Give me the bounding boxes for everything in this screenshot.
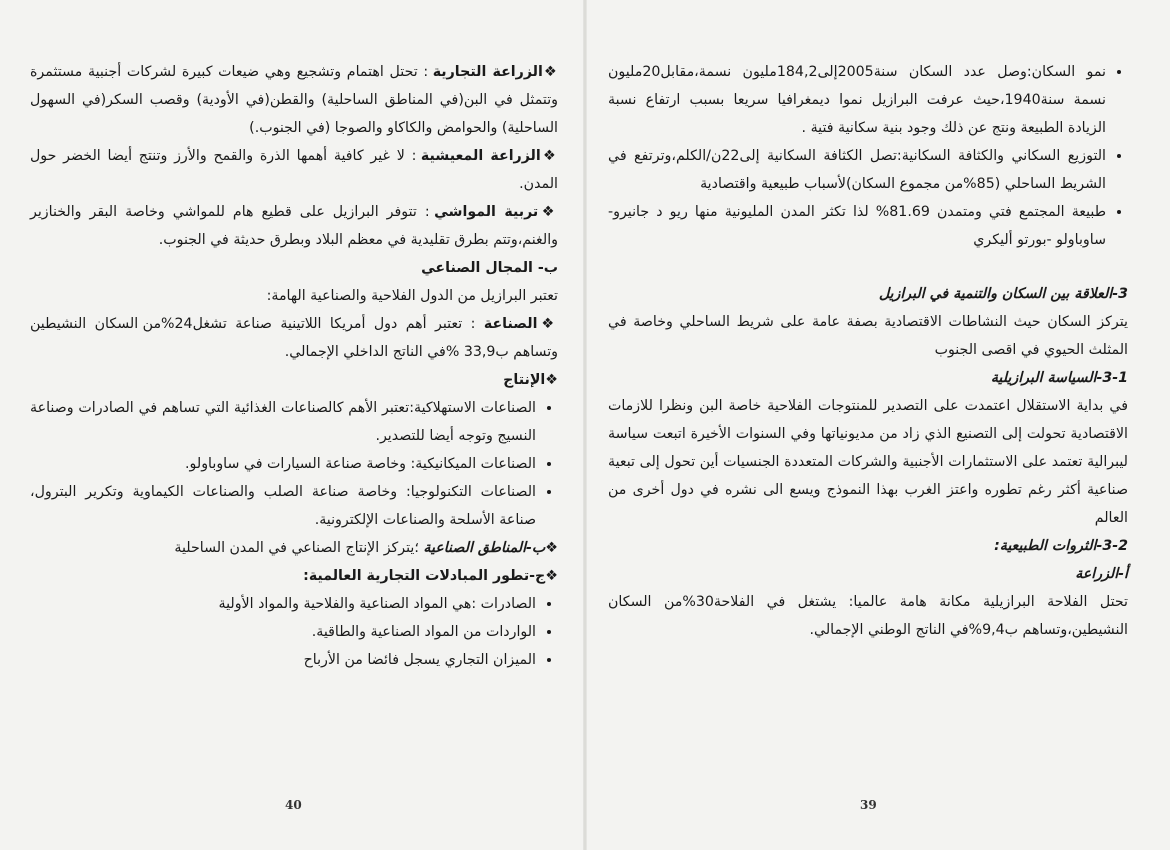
heading-subsistence-agriculture: ❖الزراعة المعيشية: [420, 148, 558, 164]
page-39: [608, 58, 1128, 644]
heading-production: ❖الإنتاج: [503, 372, 558, 388]
heading-population-development: 3-العلاقة بين السكان والتنمية في البرازيل: [878, 286, 1128, 302]
list-item: • الصناعات التكنولوجيا: وخاصة صناعة الصلب والصناعات الكيماوية وتكرير البترول، صناعة الأسلحة والصناعات الإلكترونية.: [30, 478, 536, 534]
paragraph-industrial-zones: ❖ب-المناطق الصناعية ؛يتركز الإنتاج الصناعي في المدن الساحلية: [174, 540, 558, 556]
production-list: [30, 394, 558, 534]
list-item: • الصناعات الاستهلاكية:تعتبر الأهم كالصناعات الغذائية التي تساهم في الصادرات وصناعة النسيج وتوجه أيضا للتصدير.: [30, 394, 536, 450]
page-number-39: 39: [860, 798, 877, 812]
list-item: • الميزان التجاري يسجل فائضا من الأرباح: [30, 646, 536, 674]
paragraph-livestock: ❖تربية المواشي : تتوفر البرازيل على قطيع هام للمواشي وخاصة البقر والخنازير والغنم،وتتم بطرق تقليدية في معظم البلاد وبطرق حديثة في الجنوب.: [30, 204, 558, 248]
heading-industrial-field: ب- المجال الصناعي: [421, 260, 558, 276]
bullet-population-density: • التوزيع السكاني والكثافة السكانية:تصل الكثافة السكانية إلى22ن/الكلم،وترتفع في الشريط الساحلي (85%من مجموع السكان)لأسباب طبيعية واقتصادية: [608, 142, 1106, 198]
paragraph-industry: ❖الصناعة : تعتبر أهم دول أمريكا اللاتينية صناعة تشغل24%من السكان النشيطين وتساهم ب33,9 %في الناتج الداخلي الإجمالي.: [30, 316, 559, 360]
heading-agriculture: أ-الزراعة: [1075, 566, 1128, 582]
book-gutter: [583, 0, 587, 850]
bullet-society-urban: • طبيعة المجتمع فتي ومتمدن 81.69% لذا تكثر المدن المليونية منها ريو د جانيرو- ساوباولو -بورتو أليكري: [608, 198, 1106, 254]
paragraph-industrial-intro: تعتبر البرازيل من الدول الفلاحية والصناعية الهامة:: [266, 288, 558, 304]
population-bullets: [608, 58, 1128, 254]
heading-brazil-policy: 3-1-السياسة البرازيلية: [990, 370, 1128, 386]
bullet-population-growth: • نمو السكان:وصل عدد السكان سنة2005إلى184,2مليون نسمة،مقابل20مليون نسمة سنة1940،حيث عرفت البرازيل نموا ديمغرافيا سريعا بسبب ارتفاع نسبة الزيادة الطبيعة ونتج عن ذلك وجود بنية سكانية فتية .: [608, 58, 1106, 142]
paragraph-commercial-agriculture: ❖الزراعة التجارية : تحتل اهتمام وتشجيع وهي ضيعات كبيرة لشركات أجنبية مستثمرة وتتمثل في البن(في المناطق الساحلية) والقطن(في الأودية) وقصب السكر(في السهول الساحلية) والحوامض والكاكاو والصوجا (في الجنوب.): [30, 64, 558, 136]
trade-list: [30, 590, 558, 674]
heading-trade: ❖ج-تطور المبادلات التجارية العالمية:: [303, 568, 558, 584]
heading-commercial-agriculture: ❖الزراعة التجارية: [432, 64, 558, 80]
paragraph-brazil-policy: في بداية الاستقلال اعتمدت على التصدير للمنتوجات الفلاحية خاصة البن ونظرا للازمات الاقتصادية تحولت إلى التصنيع الذي زاد من مديونياتها وفي السنوات الأخيرة اتبعت سياسة ليبرالية تعتمد على الاستثمارات الأجنبية والشركات المتعددة الجنسيات أين تحول إلى تبعية صناعية أكثر رغم تطوره واعتز الغرب بهذا النموذج ويسع الى نشره في دول أخرى من العالم: [608, 398, 1128, 526]
paragraph-subsistence-agriculture: ❖الزراعة المعيشية : لا غير كافية أهمها الذرة والقمح والأرز وتنتج أيضا الخضر حول المدن.: [30, 148, 558, 192]
heading-livestock: ❖تربية المواشي: [434, 204, 558, 220]
heading-industrial-zones: ❖ب-المناطق الصناعية: [423, 540, 558, 556]
list-item: • الصناعات الميكانيكية: وخاصة صناعة السيارات في ساوباولو.: [30, 450, 536, 478]
list-item: • الصادرات :هي المواد الصناعية والفلاحية والمواد الأولية: [30, 590, 536, 618]
page-40: [30, 58, 558, 674]
page-number-40: 40: [285, 798, 302, 812]
paragraph-agriculture: تحتل الفلاحة البرازيلية مكانة هامة عالميا: يشتغل في الفلاحة30%من السكان النشيطين،وتساهم ب9,4%في الناتج الوطني الإجمالي.: [608, 594, 1128, 638]
heading-industry: ❖الصناعة: [483, 316, 559, 332]
list-item: • الواردات من المواد الصناعية والطاقية.: [30, 618, 536, 646]
heading-natural-resources: 3-2-الثروات الطبيعية:: [994, 538, 1128, 554]
paragraph-population-development: يتركز السكان حيث النشاطات الاقتصادية بصفة عامة على شريط الساحلي وخاصة في المثلث الحيوي في اقصى الجنوب: [608, 314, 1128, 358]
